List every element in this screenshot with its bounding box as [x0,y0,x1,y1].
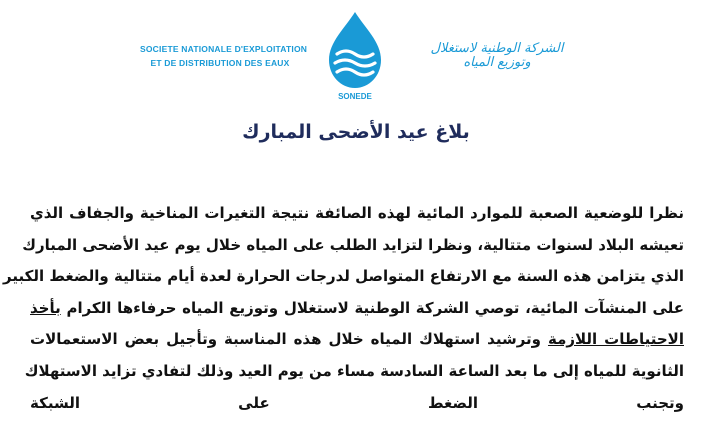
logo-caption: SONEDE [338,92,372,101]
body-line-5-underlined: الاحتياطات اللازمة [547,330,684,349]
body-line-1: نظرا للوضعية الصعبة للموارد المائية لهذه الصائفة نتيجة التغيرات المناخية والجفاف الذي [30,204,684,222]
body-line-4 [30,293,684,325]
company-name-french [140,42,308,70]
company-name-french-line2: ET DE DISTRIBUTION DES EAUX [150,58,290,68]
company-name-arabic-line2: وتوزيع المياه [463,55,531,70]
company-name-arabic-line1: الشركة الوطنية لاستغلال [430,41,564,56]
document-title: بلاغ عيد الأضحى المبارك [242,121,470,143]
body-line-7: وتجنب الضغط على الشبكة [30,393,684,412]
body-line-5-end: وترشيد استهلاك المياه خلال هذه المناسبة وتأجيل بعض الاستعمالات [30,330,548,349]
body-line-2: تعيشه البلاد لسنوات متتالية، ونظرا لتزايد الطلب على المياه خلال يوم عيد الأضحى المبارك [22,235,684,254]
body-line-4-underlined: بأخذ [30,298,61,317]
water-drop-logo-icon [315,8,395,92]
body-line-3: الذي يتزامن هذه السنة مع الارتفاع المتواصل لدرجات الحرارة لعدة أيام متتالية والضغط الكبير [3,267,684,286]
company-name-french-line1: SOCIETE NATIONALE D'EXPLOITATION [140,44,308,54]
letterhead [0,0,712,110]
body-line-5 [30,324,684,356]
sonede-logo [315,8,395,108]
company-name-arabic [412,42,582,70]
body-line-6: الثانوية للمياه إلى ما بعد الساعة السادسة مساء من يوم العيد وذلك لتفادي تزايد الاستهلاك [24,361,684,380]
announcement-body [3,198,684,419]
body-line-4-start: على المنشآت المائية، توصي الشركة الوطنية لاستغلال وتوزيع المياه حرفاءها الكرام [60,298,684,317]
